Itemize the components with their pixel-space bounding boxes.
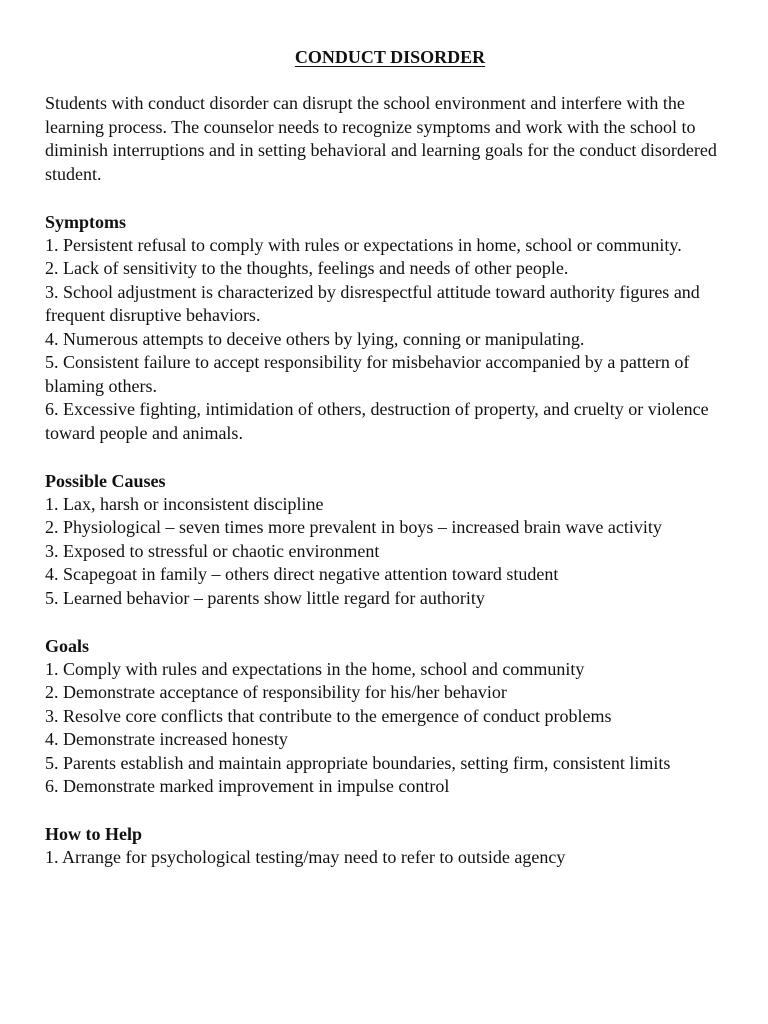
list-item: 5. Learned behavior – parents show little regard for authority	[45, 587, 485, 608]
list-item: 4. Demonstrate increased honesty	[45, 729, 288, 749]
list-item: 4. Numerous attempts to deceive others by lying, conning or manipulating.	[45, 328, 585, 349]
list-item: 2. Demonstrate acceptance of responsibility for his/her behavior	[45, 682, 507, 702]
section-goals	[45, 634, 735, 799]
section-heading-symptoms: Symptoms	[45, 211, 127, 232]
list-item: 3. Resolve core conflicts that contribute to the emergence of conduct problems	[45, 705, 612, 726]
list-item: 1. Comply with rules and expectations in the home, school and community	[45, 658, 585, 679]
list-item: 6. Excessive fighting, intimidation of others, destruction of property, and cruelty or violence toward people and animals.	[45, 399, 709, 443]
list-item: 2. Physiological – seven times more prevalent in boys – increased brain wave activity	[45, 517, 662, 537]
page-title: CONDUCT DISORDER	[294, 47, 486, 67]
section-heading-goals: Goals	[45, 635, 90, 656]
list-item: 3. School adjustment is characterized by disrespectful attitude toward authority figures and frequent disruptive behaviors.	[45, 281, 700, 325]
section-possible-causes	[45, 469, 735, 611]
list-item: 6. Demonstrate marked improvement in impulse control	[45, 776, 450, 796]
intro-paragraph: Students with conduct disorder can disrupt the school environment and interfere with the learning process. The counselor needs to recognize symptoms and work with the school to diminish interruptions and in setting behavioral and learning goals for the conduct disordered student.	[45, 93, 717, 184]
section-symptoms	[45, 210, 735, 446]
document-page	[45, 46, 735, 893]
section-heading-how-to-help: How to Help	[45, 824, 142, 844]
list-item: 5. Parents establish and maintain appropriate boundaries, setting firm, consistent limits	[45, 752, 671, 773]
list-item: 1. Arrange for psychological testing/may need to refer to outside agency	[45, 847, 566, 867]
list-item: 4. Scapegoat in family – others direct negative attention toward student	[45, 564, 559, 584]
list-item: 5. Consistent failure to accept responsibility for misbehavior accompanied by a pattern of blaming others.	[45, 352, 690, 396]
list-item: 1. Lax, harsh or inconsistent discipline	[45, 493, 324, 514]
section-heading-possible-causes: Possible Causes	[45, 470, 166, 491]
list-item: 2. Lack of sensitivity to the thoughts, feelings and needs of other people.	[45, 258, 569, 278]
section-how-to-help	[45, 822, 735, 870]
list-item: 3. Exposed to stressful or chaotic environment	[45, 540, 380, 561]
list-item: 1. Persistent refusal to comply with rules or expectations in home, school or community.	[45, 234, 682, 255]
